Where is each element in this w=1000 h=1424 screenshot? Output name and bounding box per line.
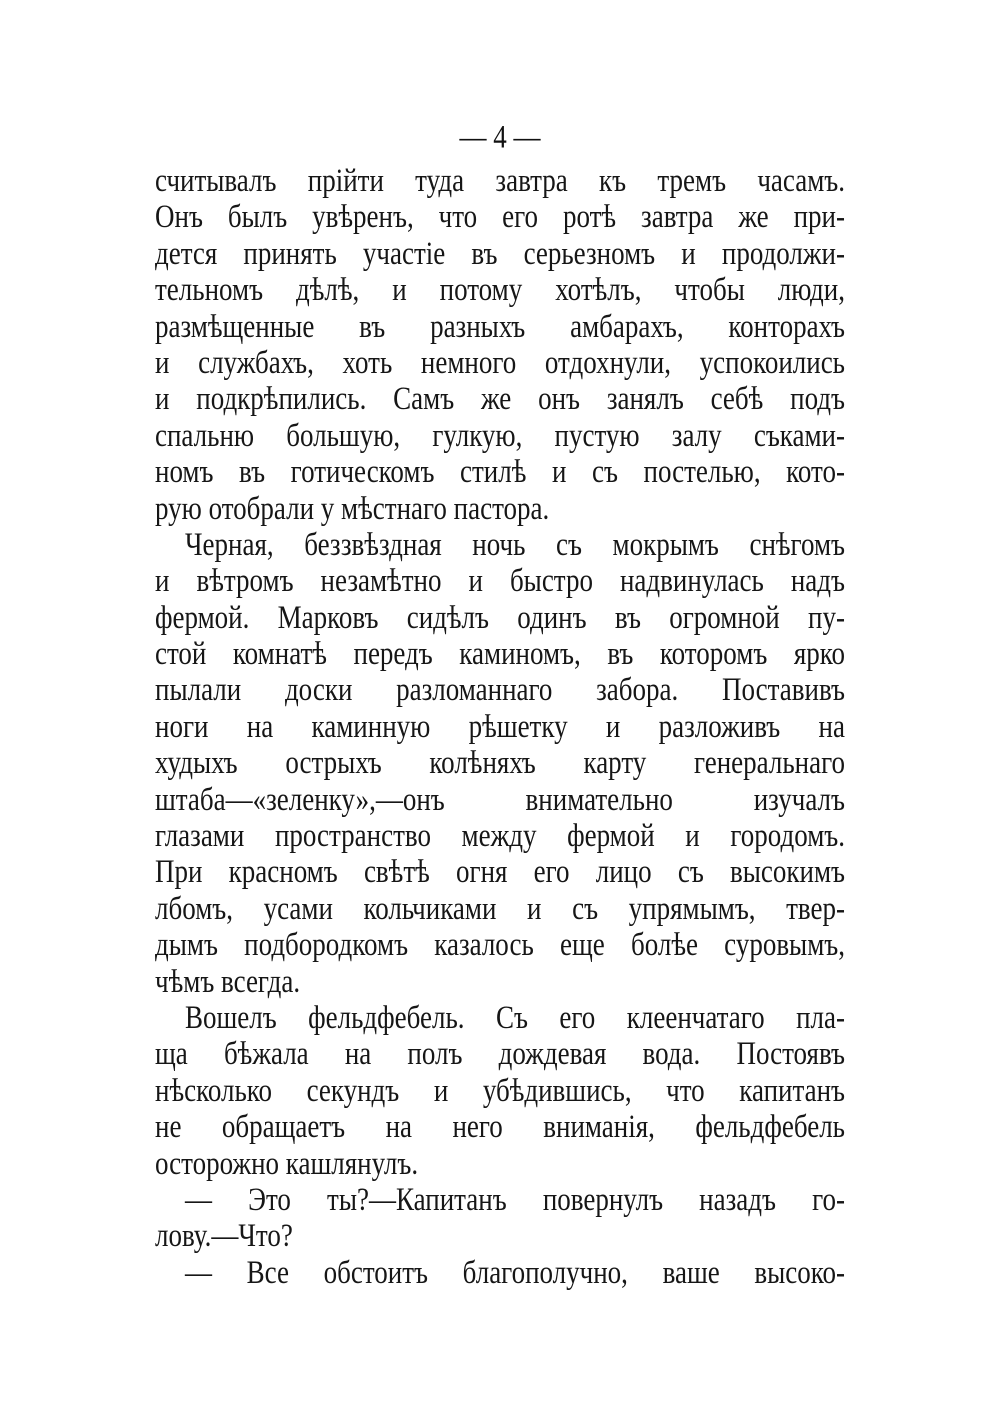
text-line: штаба—«зеленку»,—онъ внимательно изучалъ [155,780,845,817]
text-line: номъ въ готическомъ стилѣ и съ постелью, кото- [155,452,845,490]
text-line: пылали доски разломаннаго забора. Поставивъ [155,671,845,708]
page-number: — 4 — [459,118,541,155]
text-line: считывалъ прійти туда завтра къ тремъ часамъ. [155,161,845,199]
text-line: нѣсколько секундъ и убѣдившись, что капитанъ [155,1071,845,1109]
text-line: ща бѣжала на полъ дождевая вода. Постоявъ [155,1035,845,1072]
text-line: тельномъ дѣлѣ, и потому хотѣлъ, чтобы люди, [155,270,845,308]
text-line: рую отобрали у мѣстнаго пастора. [155,489,550,526]
text-line: не обращаетъ на него вниманія, фельдфебель [155,1107,845,1145]
text-line: чѣмъ всегда. [155,962,301,999]
text-line: и службахъ, хоть немного отдохнули, успокоились [155,343,845,381]
text-line: стой комнатѣ передъ каминомъ, въ которомъ ярко [155,634,845,672]
text-line: Вошелъ фельдфебель. Съ его клеенчатаго пла- [185,998,845,1036]
text-line: лбомъ, усами кольчиками и съ упрямымъ, твер- [155,889,845,927]
text-line: размѣщенные въ разныхъ амбарахъ, конторахъ [155,307,845,344]
text-line: и подкрѣпились. Самъ же онъ занялъ себѣ подъ [155,380,845,417]
text-line: осторожно кашлянулъ. [155,1144,419,1181]
text-line: лову.—Что? [155,1216,293,1254]
text-line: глазами пространство между фермой и городомъ. [155,816,845,854]
text-line: — Это ты?—Капитанъ повернулъ назадъ го- [185,1180,845,1218]
body-text [155,162,845,1290]
text-line: худыхъ острыхъ колѣняхъ карту генеральнаго [155,743,845,781]
text-line: ноги на каминную рѣшетку и разложивъ на [155,707,845,745]
text-line: фермой. Марковъ сидѣлъ одинъ въ огромной пу- [155,598,845,635]
text-line: — Все обстоитъ благополучно, ваше высоко- [185,1253,845,1290]
text-line: дется принять участіе въ серьезномъ и продолжи- [155,234,845,272]
text-line: Онъ былъ увѣренъ, что его ротѣ завтра же при- [155,198,845,235]
text-line: Черная, беззвѣздная ночь съ мокрымъ снѣгомъ [185,525,845,563]
text-line: При красномъ свѣтѣ огня его лицо съ высокимъ [155,853,845,890]
text-line: и вѣтромъ незамѣтно и быстро надвинулась надъ [155,561,845,599]
text-line: дымъ подбородкомъ казалось еще болѣе суровымъ, [155,925,845,963]
text-line: спальню большую, гулкую, пустую залу съками- [155,416,845,453]
